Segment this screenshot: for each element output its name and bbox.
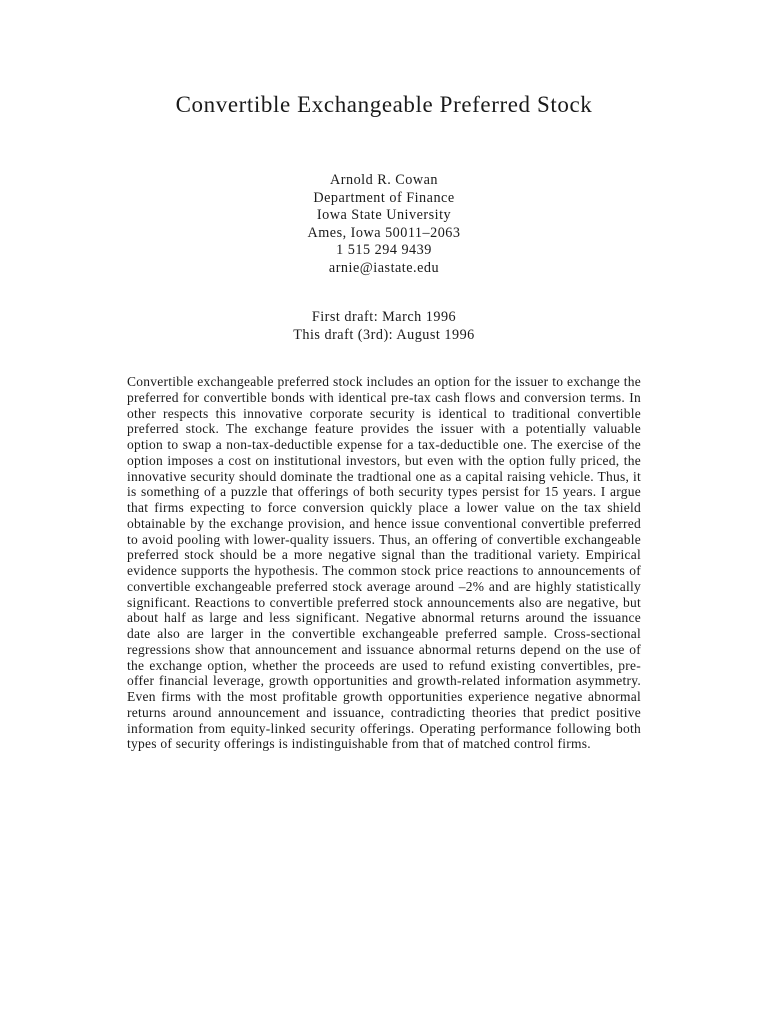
paper-title: Convertible Exchangeable Preferred Stock	[175, 92, 593, 117]
author-email: arnie@iastate.edu	[328, 259, 440, 276]
author-department: Department of Finance	[313, 189, 455, 206]
author-address: Ames, Iowa 50011–2063	[307, 224, 461, 241]
author-name: Arnold R. Cowan	[330, 172, 438, 188]
abstract-text: Convertible exchangeable preferred stock includes an option for the issuer to exchange the preferred for convertible bonds with identical pre-tax cash flows and conversion terms. In other respects this innovative corporate security is identical to traditional convertible preferred stock. The exchange feature provides the issuer with a potentially valuable option to swap a non-tax-deductible expense for a tax-deductible one. The exercise of the option imposes a cost on institutional investors, but even with the option fully priced, the innovative security should dominate the tradtional one as a capital raising vehicle. Thus, it is something of a puzzle that offerings of both security types persist for 15 years. I argue that firms expecting to force conversion quickly place a lower value on the tax shield obtainable by the exchange provision, and hence issue conventional convertible preferred to avoid pooling with lower-quality issuers. Thus, an offering of convertible exchangeable preferred stock should be a more negative signal than the traditional variety. Empirical evidence supports the hypothesis. The common stock price reactions to announcements of convertible exchangeable preferred stock average around –2% and are highly statistically significant. Reactions to convertible preferred stock announcements also are negative, but about half as large and less significant. Negative abnormal returns around the issuance date also are larger in the convertible exchangeable preferred sample. Cross-sectional regressions show that announcement and issuance abnormal returns depend on the use of the exchange option, whether the proceeds are used to refund existing convertibles, pre-offer financial leverage, growth opportunities and growth-related information asymmetry. Even firms with the most profitable growth opportunities experience negative abnormal returns around announcement and issuance, contradicting theories that predict positive information from equity-linked security offerings. Operating performance following both types of security offerings is indistinguishable from that of matched control firms.	[127, 374, 641, 752]
author-university: Iowa State University	[316, 207, 452, 224]
draft-info	[0, 309, 768, 344]
author-phone: 1 515 294 9439	[336, 242, 432, 259]
current-draft-date: This draft (3rd): August 1996	[293, 326, 475, 343]
first-draft-date: First draft: March 1996	[311, 309, 457, 325]
author-block	[0, 172, 768, 278]
